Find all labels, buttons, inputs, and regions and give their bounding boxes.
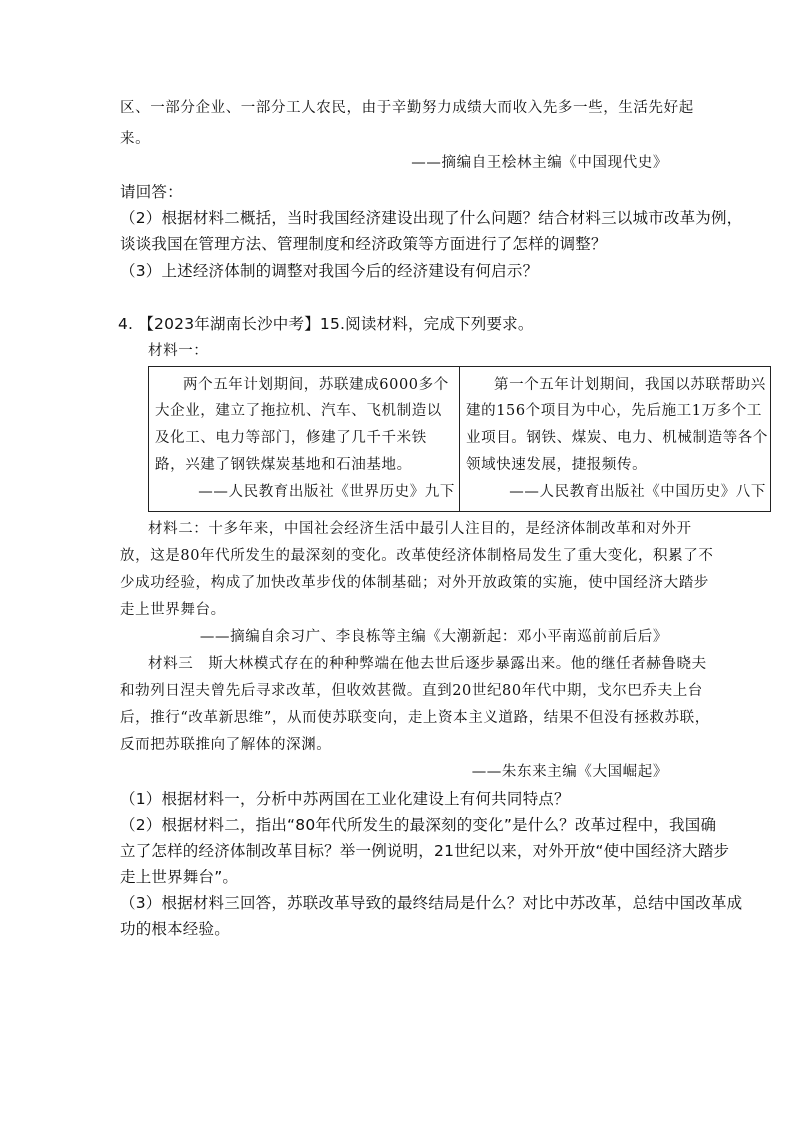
right-cell-line-4: 领域快速发展，捷报频传。 xyxy=(466,457,648,473)
left-cell-line-2: 大企业，建立了拖拉机、汽车、飞机制造以 xyxy=(155,403,442,419)
left-cell-line-1: 两个五年计划期间，苏联建成6000多个 xyxy=(183,377,449,393)
material-3-line-3: 后，推行“改革新思维”，从而使苏联变向，走上资本主义道路，结果不但没有拯救苏联， xyxy=(120,710,710,726)
material-3-line-4: 反而把苏联推向了解体的深渊。 xyxy=(120,737,332,753)
material-3-line-2: 和勃列日涅夫曾先后寻求改革，但收效甚微。直到20世纪80年代中期，戈尔巴乔夫上台 xyxy=(120,683,703,699)
left-cell-line-4: 路，兴建了钢铁煤炭基地和石油基地。 xyxy=(155,457,412,473)
q4-question-1: （1）根据材料一，分析中苏两国在工业化建设上有何共同特点？ xyxy=(120,790,570,808)
right-cell-line-3: 业项目。钢铁、煤炭、电力、机械制造等各个 xyxy=(466,430,768,446)
q4-question-2-line-2: 立了怎样的经济体制改革目标？举一例说明，21世纪以来，对外开放“使中国经济大踏步 xyxy=(120,842,730,860)
answer-intro: 请回答： xyxy=(120,183,183,201)
material-1-left-cell xyxy=(149,367,459,511)
material-2-line-3: 少成功经验，构成了加快改革步伐的体制基础；对外开放政策的实施，使中国经济大踏步 xyxy=(120,575,709,591)
left-cell-line-3: 及化工、电力等部门，修建了几千千米铁 xyxy=(155,430,427,446)
q4-question-2-line-3: 走上世界舞台”。 xyxy=(120,868,239,886)
material-1-right-cell xyxy=(459,367,770,511)
q4-question-2-line-1: （2）根据材料二，指出“80年代所发生的最深刻的变化”是什么？改革过程中，我国确 xyxy=(120,816,717,834)
material-3-line-1: 材料三 斯大林模式存在的种种弊端在他去世后逐步暴露出来。他的继任者赫鲁晓夫 xyxy=(148,656,707,672)
prev-question-3: （3）上述经济体制的调整对我国今后的经济建设有何启示？ xyxy=(120,262,539,280)
top-passage-source: ——摘编自王桧林主编《中国现代史》 xyxy=(411,155,668,171)
material-3-source: ——朱东来主编《大国崛起》 xyxy=(471,764,668,780)
question-number: 4. xyxy=(118,315,134,333)
material-2-source: ——摘编自余习广、李良栋等主编《大潮新起：邓小平南巡前前后后》 xyxy=(199,629,668,645)
material-2-line-2: 放，这是80年代所发生的最深刻的变化。改革使经济体制格局发生了重大变化，积累了不 xyxy=(120,548,714,564)
material-1-table xyxy=(148,366,771,512)
material-2-line-1: 材料二：十多年来，中国社会经济生活中最引人注目的，是经济体制改革和对外开 xyxy=(148,521,692,537)
right-cell-source: ——人民教育出版社《中国历史》八下 xyxy=(509,484,766,500)
right-cell-line-2: 建的156个项目为中心，先后施工1万多个工 xyxy=(466,403,762,419)
top-passage-line-1: 区、一部分企业、一部分工人农民，由于辛勤努力成绩大而收入先多一些，生活先好起 xyxy=(120,100,694,116)
left-cell-source: ——人民教育出版社《世界历史》九下 xyxy=(198,484,455,500)
prev-question-2-line-2: 谈谈我国在管理方法、管理制度和经济政策等方面进行了怎样的调整？ xyxy=(120,235,607,253)
prev-question-2-line-1: （2）根据材料二概括，当时我国经济建设出现了什么问题？结合材料三以城市改革为例， xyxy=(120,209,743,227)
question-title: 【2023年湖南长沙中考】15.阅读材料，完成下列要求。 xyxy=(138,315,534,333)
top-passage-line-2: 来。 xyxy=(120,131,151,147)
q4-question-3-line-2: 功的根本经验。 xyxy=(120,920,230,938)
material-2-line-4: 走上世界舞台。 xyxy=(120,602,226,618)
material-1-label: 材料一： xyxy=(148,343,209,359)
right-cell-line-1: 第一个五年计划期间，我国以苏联帮助兴 xyxy=(494,377,766,393)
q4-question-3-line-1: （3）根据材料三回答，苏联改革导致的最终结局是什么？对比中苏改革，总结中国改革成 xyxy=(120,894,743,912)
question-4-header xyxy=(118,312,534,334)
